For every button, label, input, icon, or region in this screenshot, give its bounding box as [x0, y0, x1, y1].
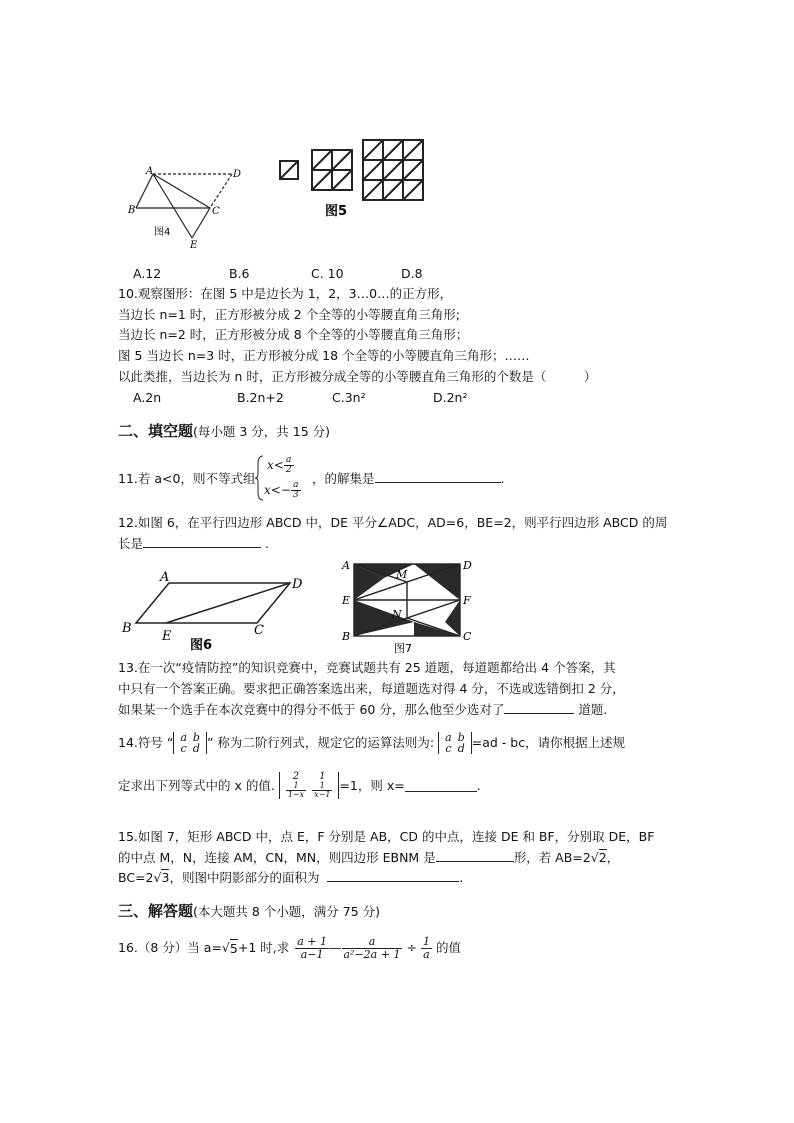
q14-equation-determinant: 2 1 $\frac{1}{1-x}$ $\frac{1}{x-1}$: [279, 772, 340, 799]
q15-line-2: 的中点 M，N，连接 AM，CN，MN，则四边形 EBNM 是 形，若 AB=2√2，: [118, 850, 620, 865]
q12-line-2: 长是 .: [118, 536, 269, 551]
figure-6: [120, 562, 320, 654]
fig7-label-b: B: [342, 630, 351, 643]
q10-line-4: 图 5 当边长 n=3 时，正方形被分成 18 个全等的小等腰直角三角形；……: [118, 348, 530, 363]
q13-line-1: 13.在一次“疫情防控”的知识竞赛中，竞赛试题共有 25 道题，每道题都给出 4 个答案，其: [118, 660, 616, 675]
q10-line-1: 10.观察图形：在图 5 中是边长为 1，2，3…0…的正方形，: [118, 286, 453, 301]
q12-answer-blank[interactable]: [143, 535, 261, 548]
q16-line: 16.（8 分）当 a= √ 5 +1 时,求 $\frac{a + 1}{a-1}$ — $\frac{a}{\text{a²−2a + 1}}$ ÷ $\frac{1}{a}$ 的值: [118, 934, 461, 961]
q16-fraction-1: $\frac{a + 1}{a-1}$: [297, 934, 327, 961]
q15-shape-blank[interactable]: [436, 849, 514, 862]
q14-determinant-symbol: a b c d: [173, 732, 207, 754]
q11-prefix: 11.若 a<0，则不等式组: [118, 471, 256, 486]
fig6-label-e: E: [162, 629, 172, 644]
q11-answer-blank[interactable]: [375, 470, 501, 483]
q10-line-3: 当边长 n=2 时，正方形被分成 8 个全等的小等腰直角三角形；: [118, 327, 469, 342]
figure-4: [120, 160, 260, 255]
q13-line-3: 如果某一个选手在本次竞赛中的得分不低于 60 分，那么他至少选对了 道题.: [118, 702, 608, 717]
fig7-caption: 图7: [394, 642, 412, 655]
q10-option-b: B.2n+2: [237, 390, 284, 405]
fig6-label-c: C: [254, 623, 264, 638]
q15-line-3: BC=2√3，则图中阴影部分的面积为 .: [118, 870, 464, 885]
fig4-label-b: B: [128, 205, 136, 216]
section-2-heading: [118, 420, 330, 441]
fig4-label-c: C: [212, 206, 220, 217]
fig6-label-b: B: [122, 621, 132, 636]
q11-suffix: ，的解集是 .: [312, 471, 505, 486]
q10-option-a: A.2n: [133, 390, 162, 405]
q13-answer-blank[interactable]: [504, 701, 574, 714]
q10-option-d: D.2n²: [433, 390, 468, 405]
figure-7: [338, 556, 478, 656]
fig4-caption: 图4: [154, 227, 171, 238]
q9-option-c: C. 10: [311, 266, 344, 281]
fig7-label-f: F: [463, 594, 471, 607]
fig7-label-n: N: [392, 608, 402, 621]
fig5-caption: 图5: [325, 204, 348, 218]
q11-inequality-2: x<− $\frac{a}{3}$: [264, 479, 299, 500]
q11-inequality-1: x< $\frac{a}{2}$: [267, 454, 292, 475]
q9-option-d: D.8: [401, 266, 423, 281]
q16-fraction-3: $\frac{1}{a}$: [422, 934, 430, 961]
q10-option-c: C.3n²: [332, 390, 366, 405]
fig7-label-e: E: [342, 594, 351, 607]
q16-fraction-2: $\frac{a}{\text{a²−2a + 1}}$: [343, 934, 401, 961]
q13-line-2: 中只有一个答案正确。要求把正确答案选出来，每道题选对得 4 分，不选或选错倒扣 2 分，: [118, 681, 625, 696]
q14-determinant-rule: a b c d: [438, 732, 472, 754]
fig7-label-a: A: [342, 559, 350, 572]
q14-line-1: 14.符号 “ a b c d ” 称为二阶行列式，规定它的运算法则为: a b c d =ad - bc，请你根据上述规: [118, 731, 626, 755]
section-2-title: 二、填空题: [118, 422, 194, 440]
section-3-heading: [118, 900, 380, 921]
q9-option-b: B.6: [229, 266, 250, 281]
fig7-label-c: C: [463, 630, 472, 643]
fig7-label-d: D: [463, 559, 472, 572]
fig6-label-d: D: [292, 577, 303, 592]
fig4-label-a: A: [146, 166, 154, 177]
figure-5: [275, 136, 435, 218]
q15-line-1: 15.如图 7，矩形 ABCD 中，点 E，F 分别是 AB，CD 的中点，连接 DE 和 BF，分别取 DE，BF: [118, 829, 655, 844]
q14-line-2: 定求出下列等式中的 x 的值. 2 1 $\frac{1}{1-x}$ $\frac{1}{x-1}$ =1，则 x= .: [118, 771, 481, 799]
fig4-label-e: E: [190, 240, 198, 251]
q14-answer-blank[interactable]: [405, 779, 477, 792]
q15-area-blank[interactable]: [327, 869, 459, 882]
fig6-caption: 图6: [190, 638, 213, 653]
q12-line-1: 12.如图 6，在平行四边形 ABCD 中，DE 平分∠ADC，AD=6，BE=2，则平行四边形 ABCD 的周: [118, 515, 668, 530]
section-2-note: (每小题 3 分，共 15 分): [193, 424, 331, 439]
q10-line-5: 以此类推，当边长为 n 时，正方形被分成全等的小等腰直角三角形的个数是（ ）: [118, 369, 597, 384]
q10-line-2: 当边长 n=1 时，正方形被分成 2 个全等的小等腰直角三角形;: [118, 307, 460, 322]
q9-option-a: A.12: [133, 266, 162, 281]
fig7-label-m: M: [396, 568, 408, 581]
section-3-note: (本大题共 8 个小题，满分 75 分): [193, 904, 381, 919]
fig4-label-d: D: [233, 169, 242, 180]
fig6-label-a: A: [160, 570, 170, 585]
section-3-title: 三、解答题: [118, 902, 194, 920]
